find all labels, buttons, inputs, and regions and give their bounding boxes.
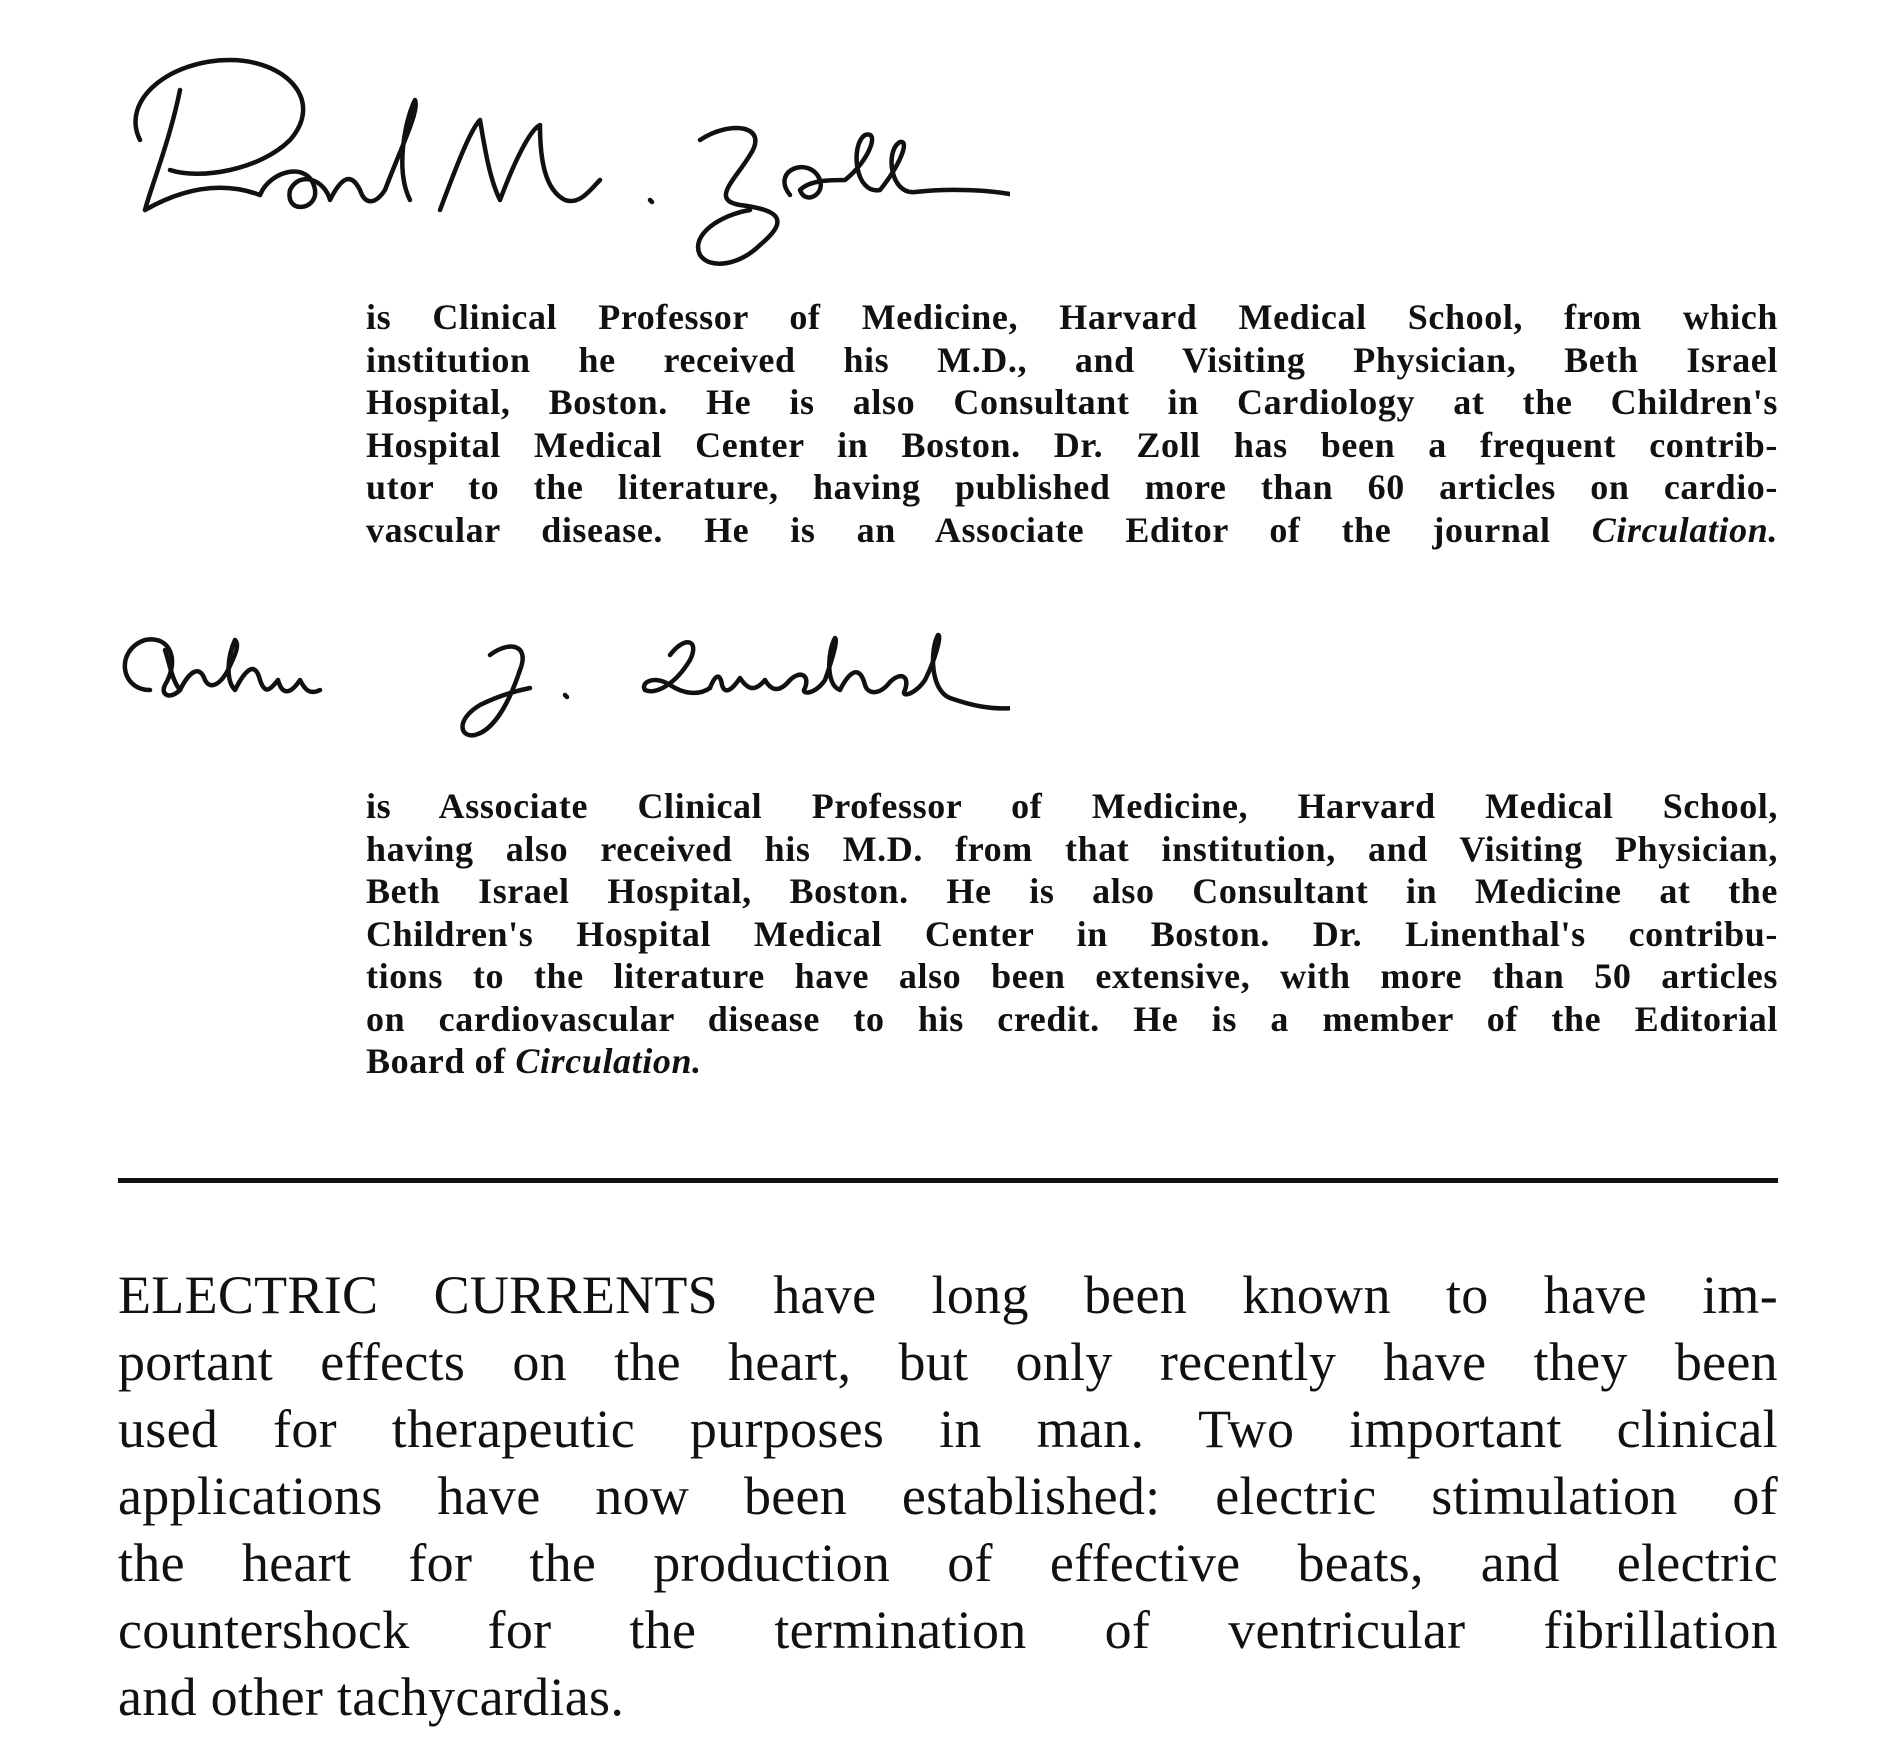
bio-zoll-line-3: Hospital, Boston. He is also Consultant in Cardiology at the Children's — [366, 382, 1778, 422]
signature-zoll — [110, 30, 1010, 270]
bio-linenthal-line-2: having also received his M.D. from that institution, and Visiting Physician, — [366, 828, 1778, 869]
bio-zoll — [366, 296, 1778, 551]
section-divider — [118, 1178, 1778, 1183]
article-lead-in: ELECTRIC CURRENTS — [118, 1265, 719, 1325]
bio-linenthal-line-5: tions to the literature have also been extensive, with more than 50 articles — [366, 956, 1778, 996]
article-body — [118, 1262, 1778, 1731]
bio-zoll-line-2: institution he received his M.D., and Visiting Physician, Beth Israel — [366, 339, 1778, 380]
bio-linenthal-line-4: Children's Hospital Medical Center in Boston. Dr. Linenthal's contribu- — [366, 913, 1778, 954]
article-line-3: used for therapeutic purposes in man. Two important clinical — [118, 1399, 1778, 1459]
article-line-5: the heart for the production of effective beats, and electric — [118, 1533, 1778, 1593]
signature-zoll-drawing — [110, 30, 1010, 270]
bio-zoll-line-6 — [366, 509, 1778, 552]
bio-zoll-line-4: Hospital Medical Center in Boston. Dr. Zoll has been a frequent contrib- — [366, 424, 1778, 465]
article-line-1 — [118, 1262, 1778, 1329]
bio-linenthal-line-6: on cardiovascular disease to his credit. He is a member of the Editorial — [366, 998, 1778, 1039]
bio-linenthal-line-1: is Associate Clinical Professor of Medicine, Harvard Medical School, — [366, 786, 1778, 826]
bio-zoll-journal-title: Circulation. — [1591, 509, 1778, 550]
article-line-4: applications have now been established: electric stimulation of — [118, 1466, 1778, 1526]
bio-zoll-line-6-text: vascular disease. He is an Associate Editor of the journal — [366, 509, 1551, 550]
bio-linenthal-line-3: Beth Israel Hospital, Boston. He is also Consultant in Medicine at the — [366, 871, 1778, 911]
signature-linenthal-drawing — [110, 610, 1010, 750]
article-line-2: portant effects on the heart, but only recently have they been — [118, 1332, 1778, 1392]
article-line-6: countershock for the termination of ventricular fibrillation — [118, 1600, 1778, 1660]
bio-zoll-line-1: is Clinical Professor of Medicine, Harvard Medical School, from which — [366, 297, 1778, 337]
bio-linenthal-line-7-text: Board of — [366, 1041, 506, 1081]
article-line-7: and other tachycardias. — [118, 1667, 625, 1727]
bio-linenthal — [366, 785, 1778, 1083]
bio-linenthal-journal-title: Circulation. — [515, 1041, 702, 1081]
article-line-1-text: have long been known to have im- — [773, 1265, 1778, 1325]
bio-zoll-line-5: utor to the literature, having published more than 60 articles on cardio- — [366, 467, 1778, 507]
bio-linenthal-line-7 — [366, 1040, 1778, 1083]
signature-linenthal — [110, 610, 1010, 750]
